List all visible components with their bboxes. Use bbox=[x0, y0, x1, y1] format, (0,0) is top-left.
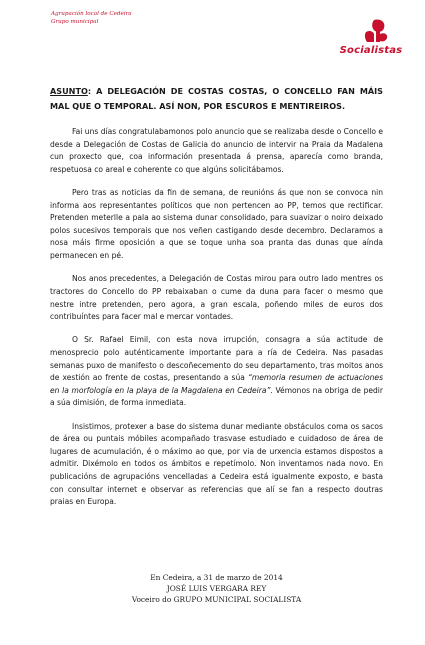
paragraph-1: Fai uns días congratulabamonos polo anuncio que se realizaba desde o Concello e desde a Delegación de Costas de Galicia do anuncio de intervir na Praia da Madalena cun proxecto que, coa información presentada á prensa, aparecía como branda, respetuosa co areal e coherente co que algúns solicitábamos. bbox=[50, 127, 383, 174]
document-body bbox=[50, 126, 383, 519]
signature-block bbox=[50, 572, 383, 605]
org-line-2: Grupo municipal bbox=[51, 19, 99, 25]
subject-text: : A DELEGACIÓN DE COSTAS COSTAS, O CONCELLO FAN MÁIS MAL QUE O TEMPORAL. ASÍ NON, POR ESCUROS E MENTIREIROS. bbox=[50, 86, 383, 111]
fist-rose-icon bbox=[336, 18, 406, 46]
place-date: En Cedeira, a 31 de marzo de 2014 bbox=[150, 573, 283, 582]
logo-text: Socialistas bbox=[339, 45, 403, 56]
paragraph-2: Pero tras as noticias da fin de semana, de reunións ás que non se convoca nin informa aos representantes políticos que non pertencen ao PP, temos que rectificar. Pretenden meterlle a pala ao sistema dunar consolidado, para suavizar o noiro deixado polos sucesivos temporais que nos veñen castigando desde decembro. Declaramos a nosa máis firme oposición a que se toque unha soa pranta das dunas que aínda permanecen en pé. bbox=[50, 188, 383, 261]
paragraph-4-quote: “memoria resumen de actuaciones en la morfología en la playa de la Magdalena en Cedeira” bbox=[50, 373, 383, 395]
signer-role: Voceiro do GRUPO MUNICIPAL SOCIALISTA bbox=[131, 595, 302, 604]
paragraph-3: Nos anos precedentes, a Delegación de Costas mirou para outro lado mentres os tractores do Concello do PP rebaixaban o cume da duna para facer o mesmo que nestre intre pretenden, pero agora, a gran escala, poñendo miles de euros dos contribuíntes para facer mal e mercar vontades. bbox=[50, 274, 383, 322]
org-line-1: Agrupación local de Cedeira bbox=[51, 11, 132, 17]
subject-label: ASUNTO bbox=[50, 86, 88, 96]
paragraph-4 bbox=[50, 334, 383, 410]
paragraph-4-text-a: O Sr. Rafael Eimil, con esta nova irrupción, consagra a súa actitude de menosprecio polo auténticamente importante para a ría de Cedeira. Nas pasadas semanas puxo de manifesto o descoñecemento do seu departamento, tras moitos anos de xestión ao frente de costas, presentando a súa bbox=[50, 335, 383, 383]
organization-header bbox=[51, 10, 132, 26]
paragraph-4-text-b: . Vémonos na obriga de pedir a súa dimisión, de forma inmediata. bbox=[50, 385, 383, 408]
socialistas-logo bbox=[336, 18, 406, 62]
paragraph-5: Insistimos, protexer a base do sistema dunar mediante obstáculos coma os sacos de área ou puntais móbiles acompañado trasvase estudiado e cuidadoso de área de lugares de acumulación, é o máximo ao que, por via de urxencia estamos dispostos a admitir. Dixémolo en todos os ámbitos e repetímolo. Non inventamos nada novo. En publicacións de agrupacións vencelladas a Cedeira está igualmente exposto, e basta con consultar internet e observar as referencias que alí se fan a respecto doutras praias en Europa. bbox=[50, 421, 383, 507]
signer-name: JOSÉ LUIS VERGARA REY bbox=[166, 584, 267, 593]
subject-line bbox=[50, 84, 383, 113]
